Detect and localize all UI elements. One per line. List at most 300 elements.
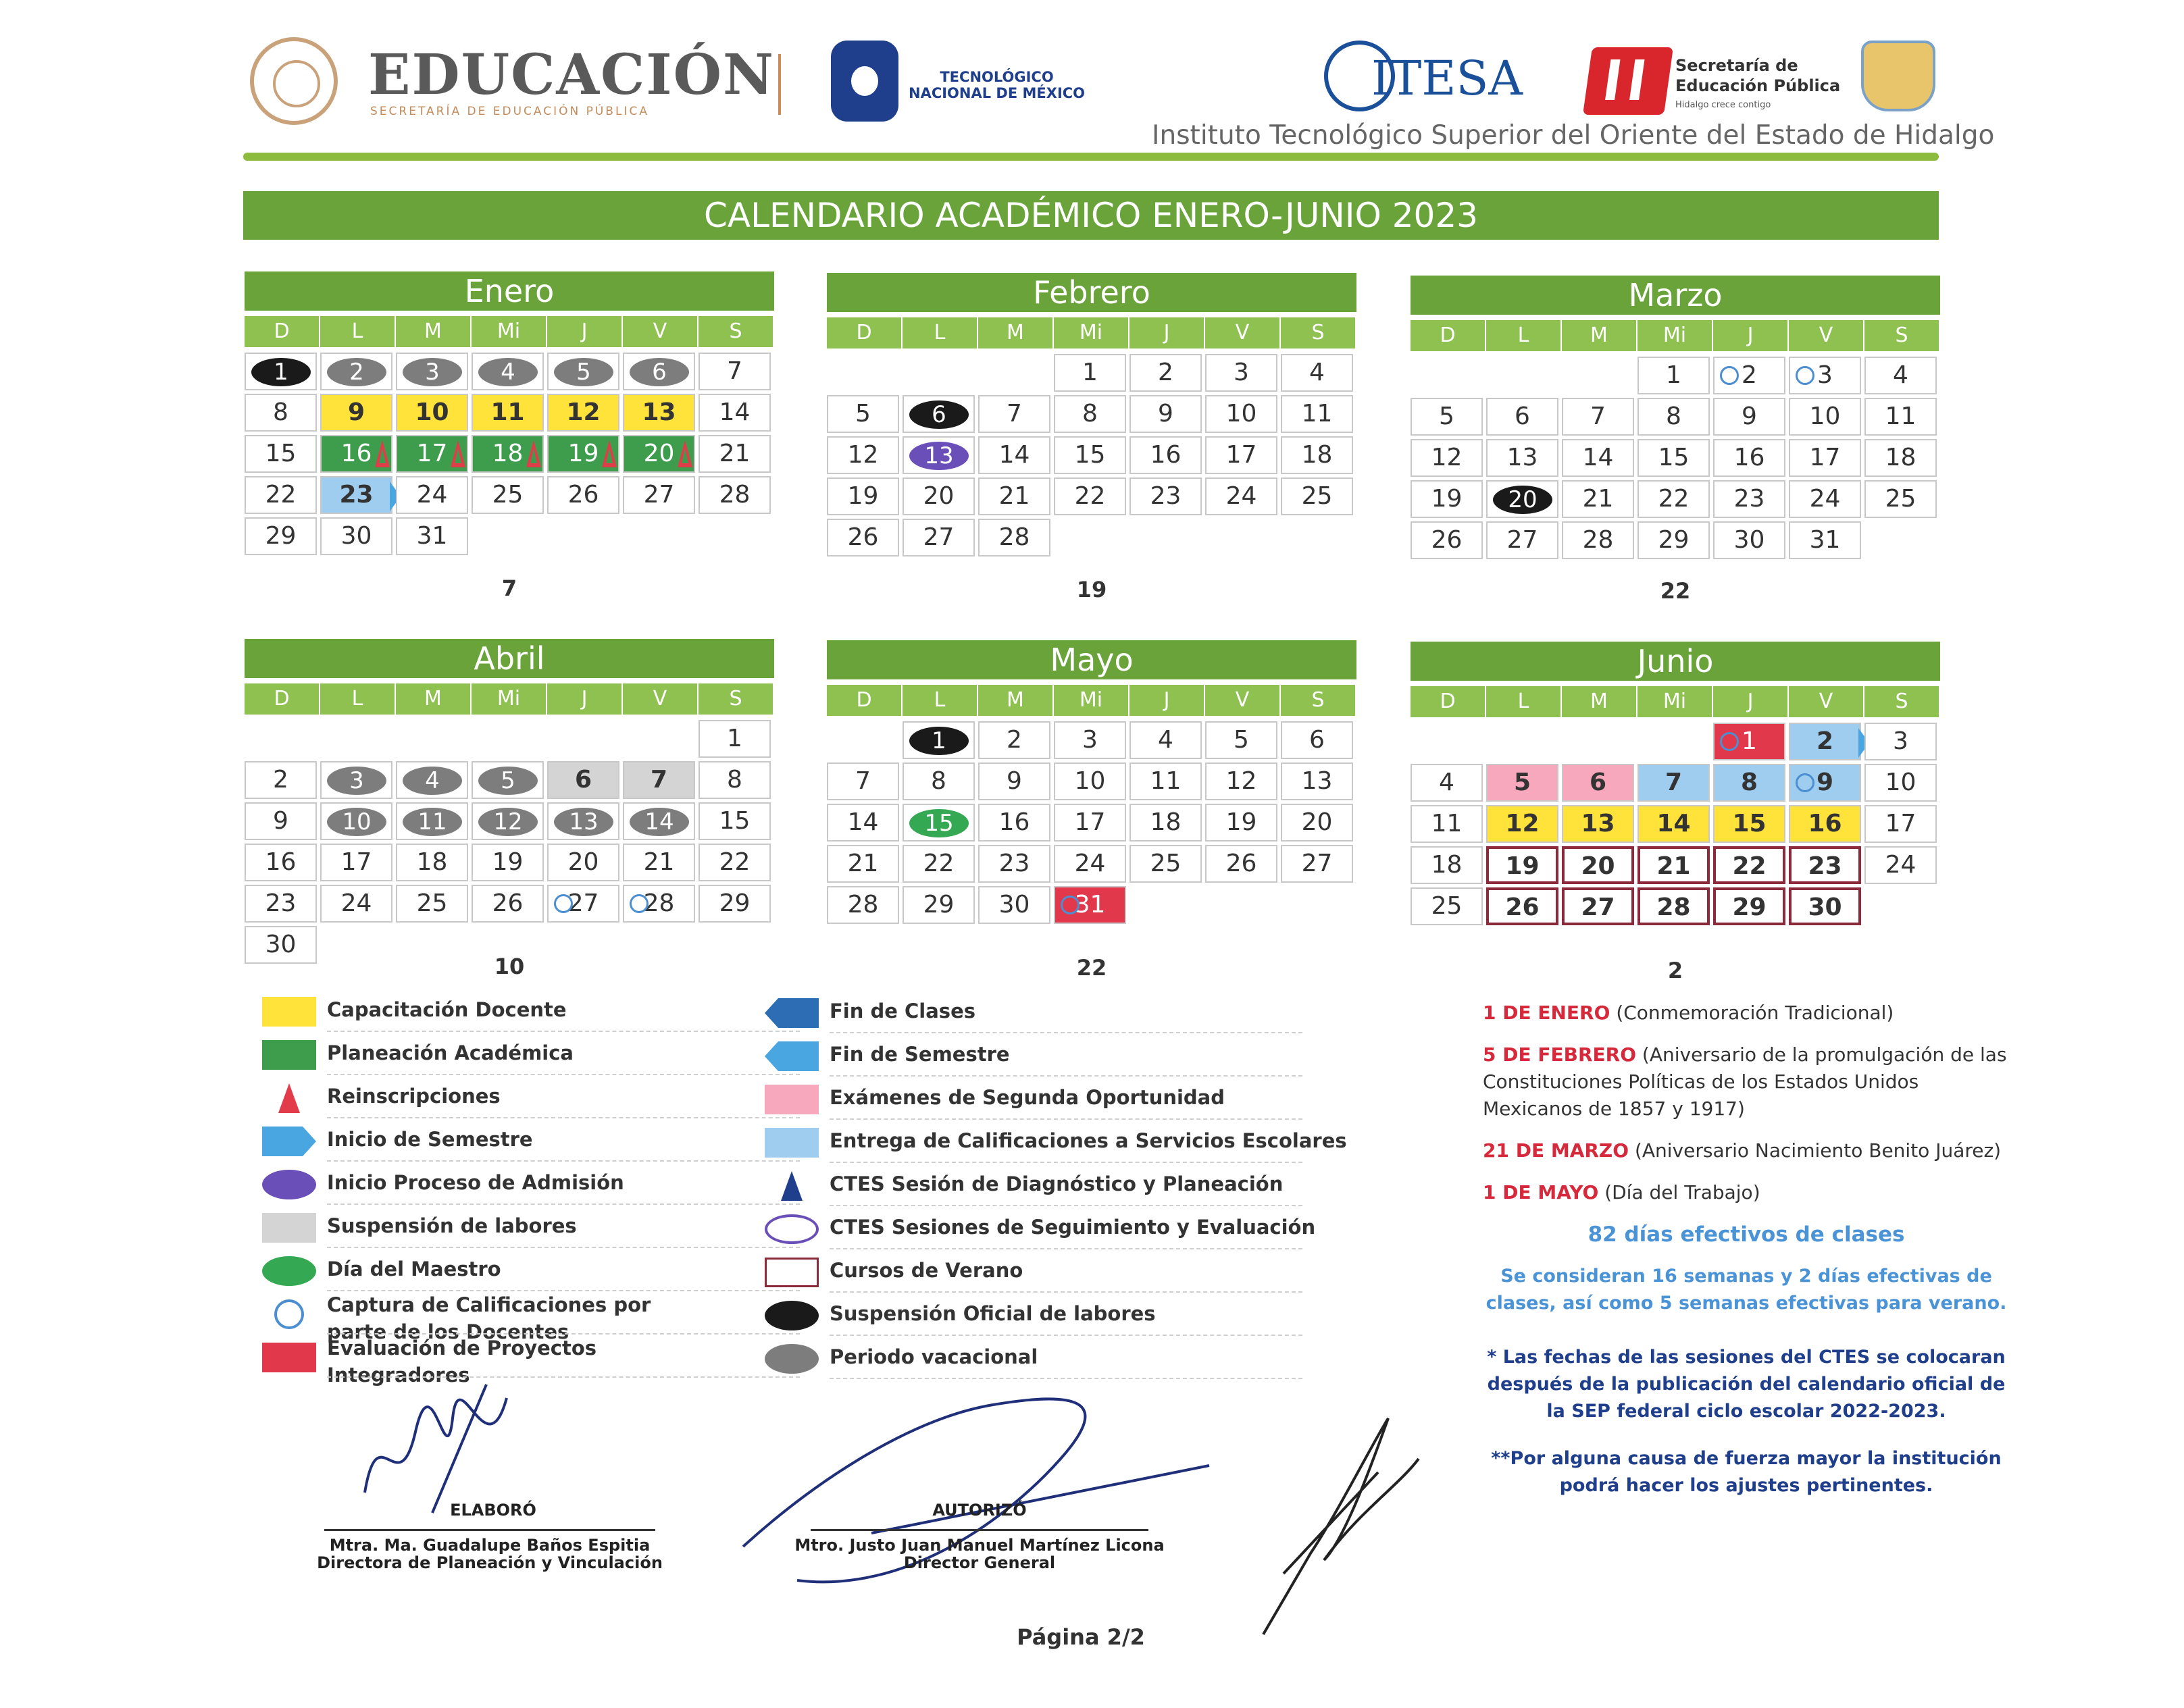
day-cell xyxy=(623,353,695,390)
day-cell: 8 xyxy=(1054,395,1126,433)
day-cell xyxy=(472,761,544,799)
month-febrero xyxy=(827,273,1356,565)
day-cell: 19 xyxy=(1411,480,1483,518)
day-cell: 16 xyxy=(245,844,317,881)
autorizo-line xyxy=(811,1529,1148,1531)
day-cell: 24 xyxy=(320,885,392,923)
day-cell: 3 xyxy=(1789,357,1861,394)
day-marker: 2 xyxy=(327,358,386,386)
day-cell: 30 xyxy=(1789,887,1861,925)
day-cell: 13 xyxy=(1562,805,1634,843)
day-cell: 17 xyxy=(1054,804,1126,842)
day-cell: 26 xyxy=(1486,887,1558,925)
day-cell: 12 xyxy=(1486,805,1558,843)
effective-days: 82 días efectivos de clases xyxy=(1588,1222,1905,1247)
legend-divider xyxy=(830,1032,1302,1033)
day-cell: 22 xyxy=(699,844,771,881)
day-cell xyxy=(1486,480,1558,518)
weekday-j: J xyxy=(547,316,621,347)
header-rule xyxy=(243,153,1939,161)
weekday-mi: Mi xyxy=(1054,685,1128,716)
legend-label: Suspensión Oficial de labores xyxy=(830,1302,1156,1325)
day-cell: 17 xyxy=(1789,439,1861,477)
arrow-right-icon xyxy=(262,1127,316,1156)
day-marker: 12 xyxy=(478,808,538,836)
legend-label: Reinscripciones xyxy=(327,1085,501,1108)
weekday-j: J xyxy=(1713,686,1787,717)
day-cell: 11 xyxy=(1129,762,1202,800)
legend-label: Fin de Semestre xyxy=(830,1043,1010,1066)
arrow-left-icon xyxy=(765,998,819,1028)
day-cell: 6 xyxy=(1281,721,1353,759)
day-cell: 25 xyxy=(1281,477,1353,515)
day-cell: 24 xyxy=(1205,477,1277,515)
day-cell: 7 xyxy=(978,395,1050,433)
legend-divider xyxy=(830,1248,1302,1249)
day-marker: 4 xyxy=(403,767,462,795)
junio-total: 2 xyxy=(1667,958,1683,983)
weekday-d: D xyxy=(1411,320,1485,351)
day-cell: 9 xyxy=(245,802,317,840)
sep-hidalgo-logo-icon xyxy=(1583,47,1673,115)
day-cell: 28 xyxy=(978,519,1050,557)
tecnm-line2: NACIONAL DE MÉXICO xyxy=(909,85,1086,101)
day-marker: 14 xyxy=(630,808,689,836)
box-icon xyxy=(262,997,316,1027)
weekday-v: V xyxy=(1789,320,1863,351)
day-cell: 15 xyxy=(1637,439,1710,477)
weekday-mi: Mi xyxy=(1637,686,1712,717)
legend-label: Exámenes de Segunda Oportunidad xyxy=(830,1086,1225,1109)
day-cell: 18 xyxy=(1864,439,1937,477)
day-cell: 27 xyxy=(623,476,695,514)
day-cell: 20 xyxy=(547,844,619,881)
day-cell xyxy=(903,721,975,759)
day-cell: 19 xyxy=(827,477,899,515)
day-cell: 10 xyxy=(1864,764,1937,802)
month-name: Junio xyxy=(1411,642,1940,681)
weekday-mi: Mi xyxy=(472,683,546,715)
day-cell: 29 xyxy=(699,885,771,923)
oval-icon xyxy=(765,1301,819,1330)
day-cell: 28 xyxy=(623,885,695,923)
day-marker: 11 xyxy=(403,808,462,836)
weekday-d: D xyxy=(1411,686,1485,717)
month-name: Marzo xyxy=(1411,276,1940,315)
day-cell: 8 xyxy=(245,394,317,432)
marzo-total: 22 xyxy=(1660,578,1691,604)
legend-label: Día del Maestro xyxy=(327,1258,501,1280)
legend-label: Cursos de Verano xyxy=(830,1259,1023,1282)
day-cell: 18 xyxy=(1281,436,1353,474)
legend-label: Inicio Proceso de Admisión xyxy=(327,1171,624,1194)
month-marzo xyxy=(1411,276,1940,567)
weekday-m: M xyxy=(1562,686,1636,717)
legend-divider xyxy=(830,1118,1302,1120)
day-cell: 19 xyxy=(1486,846,1558,884)
educacion-logo xyxy=(250,37,776,125)
day-cell: 11 xyxy=(1864,398,1937,436)
day-cell: 27 xyxy=(1281,845,1353,883)
day-cell: 13 xyxy=(623,394,695,432)
weekday-d: D xyxy=(245,683,319,715)
mayo-total: 22 xyxy=(1076,955,1107,981)
circle-icon xyxy=(274,1299,304,1329)
day-cell: 28 xyxy=(827,886,899,924)
day-cell: 3 xyxy=(1864,723,1937,760)
febrero-total: 19 xyxy=(1076,577,1107,602)
day-cell: 29 xyxy=(903,886,975,924)
box-icon xyxy=(765,1085,819,1114)
day-cell xyxy=(320,761,392,799)
weekday-s: S xyxy=(1281,685,1355,716)
sep-line1: Secretaría de xyxy=(1675,56,1798,75)
day-cell: 7 xyxy=(623,761,695,799)
holiday-2: 5 DE FEBRERO (Aniversario de la promulgación de las Constituciones Políticas de los Estados Unidos Mexicanos de 1857 y 1917) xyxy=(1483,1043,2007,1120)
weekday-l: L xyxy=(320,683,395,715)
triangle-icon xyxy=(781,1171,803,1201)
triangle-icon xyxy=(526,440,541,467)
grade-capture-icon xyxy=(630,894,649,913)
day-cell: 18 xyxy=(396,844,468,881)
day-cell: 9 xyxy=(320,394,392,432)
weekday-m: M xyxy=(396,683,470,715)
day-cell: 23 xyxy=(320,476,392,514)
gear-icon xyxy=(831,41,898,122)
day-cell: 28 xyxy=(699,476,771,514)
legend-label-line2: Integradores xyxy=(327,1364,470,1387)
legend-divider xyxy=(830,1335,1302,1336)
legend-label: CTES Sesión de Diagnóstico y Planeación xyxy=(830,1172,1284,1195)
weekday-m: M xyxy=(978,685,1052,716)
day-cell xyxy=(396,761,468,799)
day-cell: 2 xyxy=(1713,357,1785,394)
calendar-title: CALENDARIO ACADÉMICO ENERO-JUNIO 2023 xyxy=(243,191,1939,240)
legend-divider xyxy=(327,1117,800,1118)
day-cell: 30 xyxy=(1713,521,1785,559)
day-cell: 5 xyxy=(827,395,899,433)
day-cell: 25 xyxy=(472,476,544,514)
day-cell: 24 xyxy=(1054,845,1126,883)
weekday-header xyxy=(1411,320,1940,351)
day-marker: 6 xyxy=(909,400,969,429)
month-grid xyxy=(245,347,774,563)
force-note: **Por alguna causa de fuerza mayor la institución podrá hacer los ajustes pertinentes. xyxy=(1491,1448,2002,1496)
elaboro-name: Mtra. Ma. Guadalupe Baños Espitia xyxy=(329,1536,651,1555)
day-cell xyxy=(396,353,468,390)
day-cell: 9 xyxy=(1713,398,1785,436)
day-cell: 1 xyxy=(1713,723,1785,760)
legend-divider xyxy=(830,1075,1302,1077)
day-cell: 30 xyxy=(320,517,392,555)
day-cell: 12 xyxy=(547,394,619,432)
day-marker: 3 xyxy=(403,358,462,386)
month-mayo xyxy=(827,640,1356,932)
day-marker: 5 xyxy=(478,767,538,795)
weekday-v: V xyxy=(623,683,697,715)
day-cell: 9 xyxy=(1789,764,1861,802)
day-cell: 14 xyxy=(978,436,1050,474)
signature-third xyxy=(1243,1405,1446,1648)
weekday-m: M xyxy=(396,316,470,347)
day-cell: 21 xyxy=(827,845,899,883)
month-enero xyxy=(245,271,774,563)
day-marker: 13 xyxy=(554,808,613,836)
month-grid xyxy=(1411,351,1940,567)
day-marker: 1 xyxy=(909,727,969,755)
weekday-m: M xyxy=(978,317,1052,348)
day-cell: 18 xyxy=(1411,846,1483,884)
day-cell: 31 xyxy=(396,517,468,555)
triangle-icon xyxy=(375,440,390,467)
day-cell: 1 xyxy=(699,720,771,758)
weekday-header xyxy=(245,316,774,347)
day-cell: 7 xyxy=(699,353,771,390)
itesa-logo xyxy=(1324,41,1527,115)
day-cell: 24 xyxy=(1864,846,1937,884)
day-marker: 5 xyxy=(554,358,613,386)
weekday-d: D xyxy=(827,317,901,348)
day-cell: 27 xyxy=(1486,521,1558,559)
weekday-header xyxy=(245,683,774,715)
triangle-icon xyxy=(602,440,617,467)
day-cell: 8 xyxy=(903,762,975,800)
month-abril xyxy=(245,639,774,958)
weekday-s: S xyxy=(1281,317,1355,348)
day-cell: 4 xyxy=(1864,357,1937,394)
autorizo-title: Director General xyxy=(903,1553,1056,1572)
weekday-j: J xyxy=(1713,320,1787,351)
day-cell: 25 xyxy=(1411,887,1483,925)
day-cell: 23 xyxy=(1713,480,1785,518)
legend-divider xyxy=(327,1074,800,1075)
day-cell: 8 xyxy=(1637,398,1710,436)
day-cell: 8 xyxy=(699,761,771,799)
day-marker: 15 xyxy=(909,809,969,837)
legend-divider xyxy=(830,1205,1302,1206)
legend-divider xyxy=(830,1162,1302,1163)
day-cell: 22 xyxy=(903,845,975,883)
institute-name: Instituto Tecnológico Superior del Oriente del Estado de Hidalgo xyxy=(1152,120,1995,151)
day-cell: 16 xyxy=(320,435,392,473)
day-cell: 1 xyxy=(1054,354,1126,392)
notes-panel xyxy=(1483,1000,2010,1514)
day-cell: 12 xyxy=(1411,439,1483,477)
weekday-l: L xyxy=(903,685,977,716)
day-cell: 26 xyxy=(547,476,619,514)
month-name: Enero xyxy=(245,271,774,311)
weekday-l: L xyxy=(903,317,977,348)
box-icon xyxy=(262,1213,316,1243)
legend-label: Fin de Clases xyxy=(830,1000,975,1023)
elaboro-label: ELABORÓ xyxy=(450,1501,536,1520)
day-cell: 25 xyxy=(1864,480,1937,518)
weekday-j: J xyxy=(1129,317,1204,348)
ctes-note: * Las fechas de las sesiones del CTES se colocaran después de la publicación del calendario oficial de la SEP federal ciclo escolar 2022-2023. xyxy=(1487,1347,2006,1422)
day-cell: 5 xyxy=(1205,721,1277,759)
outline-icon xyxy=(765,1258,819,1287)
day-cell: 29 xyxy=(245,517,317,555)
day-cell: 7 xyxy=(1562,398,1634,436)
day-cell xyxy=(903,804,975,842)
day-cell: 16 xyxy=(978,804,1050,842)
sep-hidalgo-text xyxy=(1675,55,1840,96)
legend-divider xyxy=(327,1160,800,1162)
day-cell: 31 xyxy=(1789,521,1861,559)
day-cell: 17 xyxy=(320,844,392,881)
weekday-s: S xyxy=(1864,686,1939,717)
legend-divider xyxy=(327,1204,800,1205)
month-name: Mayo xyxy=(827,640,1356,679)
tecnm-logo xyxy=(831,41,1115,128)
day-cell: 22 xyxy=(1054,477,1126,515)
legend-label: Captura de Calificaciones por parte de los Docentes xyxy=(327,1293,651,1343)
educacion-subtitle: SECRETARÍA DE EDUCACIÓN PÚBLICA xyxy=(370,105,649,118)
legend-divider xyxy=(830,1291,1302,1293)
day-cell: 8 xyxy=(1713,764,1785,802)
day-cell: 1 xyxy=(1637,357,1710,394)
day-marker: 3 xyxy=(327,767,386,795)
day-cell: 20 xyxy=(1562,846,1634,884)
weekday-v: V xyxy=(1205,685,1279,716)
weekday-l: L xyxy=(1486,686,1560,717)
day-cell: 26 xyxy=(472,885,544,923)
weekday-d: D xyxy=(245,316,319,347)
grade-capture-icon xyxy=(1796,366,1814,385)
day-cell: 24 xyxy=(396,476,468,514)
day-cell: 31 xyxy=(1054,886,1126,924)
day-cell: 21 xyxy=(1637,846,1710,884)
grade-capture-icon xyxy=(554,894,573,913)
day-marker: 20 xyxy=(1493,486,1552,514)
weekday-s: S xyxy=(699,683,773,715)
day-cell xyxy=(396,802,468,840)
grade-capture-icon xyxy=(1796,773,1814,792)
day-cell xyxy=(547,802,619,840)
weekday-v: V xyxy=(1205,317,1279,348)
day-cell: 28 xyxy=(1562,521,1634,559)
day-cell: 22 xyxy=(1713,846,1785,884)
triangle-icon xyxy=(678,440,692,467)
day-cell: 11 xyxy=(472,394,544,432)
weekday-v: V xyxy=(1789,686,1863,717)
mexico-seal-icon xyxy=(250,37,338,125)
oval-icon xyxy=(765,1344,819,1374)
day-cell: 2 xyxy=(1789,723,1861,760)
day-cell: 18 xyxy=(1129,804,1202,842)
weekday-s: S xyxy=(1864,320,1939,351)
day-cell: 28 xyxy=(1637,887,1710,925)
day-cell: 11 xyxy=(1411,805,1483,843)
day-cell: 30 xyxy=(978,886,1050,924)
day-cell: 16 xyxy=(1713,439,1785,477)
day-cell: 14 xyxy=(699,394,771,432)
day-cell: 21 xyxy=(699,435,771,473)
legend-label: Periodo vacacional xyxy=(830,1345,1038,1368)
day-cell: 29 xyxy=(1713,887,1785,925)
oval-icon xyxy=(262,1256,316,1286)
month-grid xyxy=(245,715,774,958)
day-cell: 23 xyxy=(245,885,317,923)
day-cell: 2 xyxy=(245,761,317,799)
weekday-j: J xyxy=(1129,685,1204,716)
box-icon xyxy=(262,1040,316,1070)
day-cell: 13 xyxy=(1486,439,1558,477)
month-junio xyxy=(1411,642,1940,933)
weekday-l: L xyxy=(1486,320,1560,351)
legend-divider xyxy=(327,1031,800,1032)
educacion-title: EDUCACIÓN xyxy=(368,43,776,107)
day-cell: 21 xyxy=(623,844,695,881)
weekday-m: M xyxy=(1562,320,1636,351)
sep-line2: Educación Pública xyxy=(1675,76,1841,95)
day-marker: 6 xyxy=(630,358,689,386)
day-cell: 11 xyxy=(1281,395,1353,433)
grade-capture-icon xyxy=(1720,366,1739,385)
day-cell: 26 xyxy=(827,519,899,557)
weekday-header xyxy=(827,685,1356,716)
day-marker: 1 xyxy=(251,358,311,386)
legend-label-line2: parte de los Docentes xyxy=(327,1320,569,1343)
weekday-mi: Mi xyxy=(1054,317,1128,348)
month-grid xyxy=(1411,717,1940,933)
day-cell xyxy=(472,802,544,840)
day-cell: 27 xyxy=(1562,887,1634,925)
day-cell: 23 xyxy=(978,845,1050,883)
day-cell: 16 xyxy=(1789,805,1861,843)
signature-elaboro xyxy=(351,1371,527,1520)
day-cell: 9 xyxy=(978,762,1050,800)
weekday-mi: Mi xyxy=(472,316,546,347)
day-cell: 6 xyxy=(1486,398,1558,436)
day-cell: 23 xyxy=(1789,846,1861,884)
day-cell: 15 xyxy=(1713,805,1785,843)
holiday-3: 21 DE MARZO (Aniversario Nacimiento Benito Juárez) xyxy=(1483,1139,2002,1162)
day-cell: 17 xyxy=(1205,436,1277,474)
day-cell: 15 xyxy=(699,802,771,840)
month-grid xyxy=(827,716,1356,932)
header-divider xyxy=(778,54,781,115)
day-cell: 9 xyxy=(1129,395,1202,433)
day-cell: 2 xyxy=(1129,354,1202,392)
day-cell: 4 xyxy=(1281,354,1353,392)
autorizo-name: Mtro. Justo Juan Manuel Martínez Licona xyxy=(794,1536,1165,1555)
sep-slogan: Hidalgo crece contigo xyxy=(1675,100,1771,110)
day-cell: 13 xyxy=(1281,762,1353,800)
legend-label: Planeación Académica xyxy=(327,1041,574,1064)
day-marker: 10 xyxy=(327,808,386,836)
day-cell: 15 xyxy=(245,435,317,473)
day-cell: 14 xyxy=(827,804,899,842)
day-cell: 7 xyxy=(827,762,899,800)
arrow-left-icon xyxy=(765,1041,819,1071)
day-cell: 17 xyxy=(396,435,468,473)
holiday-1: 1 DE ENERO (Conmemoración Tradicional) xyxy=(1483,1002,1894,1024)
day-marker: 13 xyxy=(909,442,969,470)
day-cell: 5 xyxy=(1411,398,1483,436)
tecnm-line1: TECNOLÓGICO xyxy=(940,69,1054,85)
day-cell: 10 xyxy=(396,394,468,432)
triangle-icon xyxy=(451,440,465,467)
grade-capture-icon xyxy=(1061,896,1080,914)
elaboro-line xyxy=(324,1529,655,1531)
weekday-s: S xyxy=(699,316,773,347)
day-cell: 2 xyxy=(978,721,1050,759)
weekday-header xyxy=(1411,686,1940,717)
ring-icon xyxy=(765,1214,819,1244)
legend-divider xyxy=(327,1247,800,1248)
abril-total: 10 xyxy=(494,954,525,979)
